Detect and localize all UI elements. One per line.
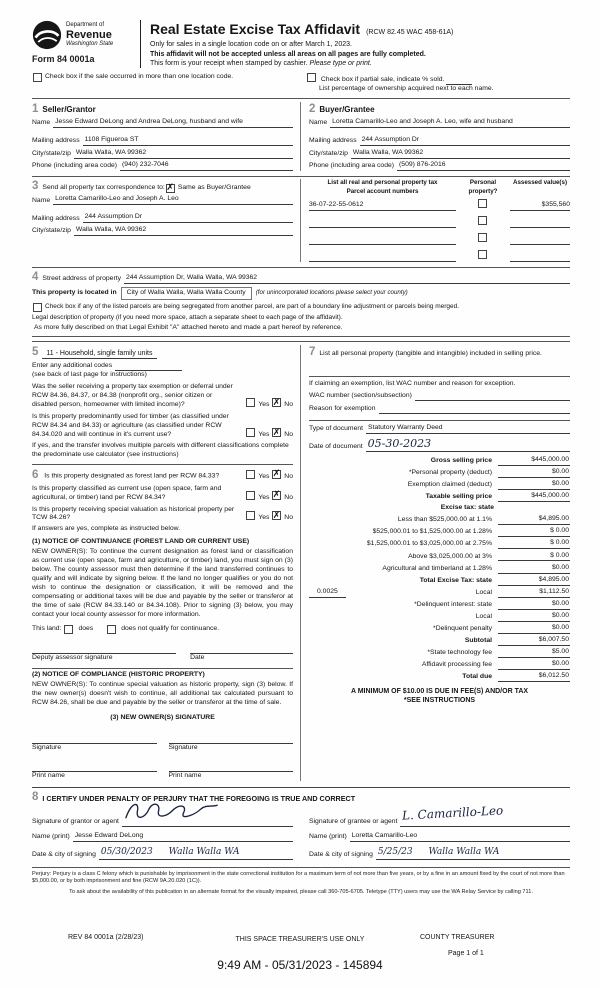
finance-value-agtimber[interactable]: $0.00 [498,564,570,574]
rcw-reference: (RCW 82.45 WAC 458-61A) [366,29,454,36]
certification-section [32,787,570,860]
finance-label-total-state: Total Excise Tax: state [419,576,492,584]
deputy-date-field[interactable] [190,644,293,654]
buyer-section [300,102,570,171]
forest-question-text: Is this property designated as forest land per RCW 84.33? [44,472,220,480]
timber-question [32,413,293,440]
section-2-number: 2 [309,103,316,116]
notice1-title: (1) NOTICE OF CONTINUANCE (FOREST LAND OR CURRENT USE) [32,538,250,546]
correspondence-intro: Send all property tax correspondence to: [42,183,165,191]
land-use-code[interactable]: 11 - Household, single family units [42,349,156,359]
new-owner-signature-label-1: Signature [32,743,62,751]
local-rate[interactable]: 0.0025 [309,588,346,598]
grantee-signature-field[interactable] [400,803,570,827]
assessed-value-1[interactable]: $355,560 [510,201,570,211]
multi-location-label: Check box if the sale occurred in more than one location code. [45,73,234,81]
percent-sold-field[interactable] [446,76,472,85]
new-owner-signature-label-2: Signature [168,743,198,751]
historic-question [32,506,293,524]
deputy-assessor-signature-field[interactable] [32,644,176,654]
buyer-csz-label: City/state/zip [309,149,348,157]
finance-label-processing-fee: Affidavit processing fee [421,661,492,669]
correspondence-name-label: Name [32,196,51,204]
current-use-question [32,485,293,503]
parcel-number-4[interactable] [309,253,456,262]
wac-number-field[interactable] [415,391,570,401]
scan-timestamp: 9:49 AM - 05/31/2023 - 145894 [217,958,383,972]
seller-mailing-label: Mailing address [32,137,80,145]
buyer-phone[interactable]: (509) 876-2016 [397,161,570,171]
dept-line-top: Department of [66,22,105,29]
finance-value-delinq-interest[interactable]: $0.00 [498,600,570,610]
grantor-certification [32,807,301,859]
partial-sale-label: Check box if partial sale, indicate % sold. [320,76,445,84]
deputy-signature-lines [32,644,293,654]
parcel-col-header-3: Assessed value(s) [513,179,567,187]
grantee-date-city-field[interactable] [376,847,570,860]
correspondence-mailing[interactable]: 244 Assumption Dr [83,213,293,223]
ownership-percentage-note: List percentage of ownership acquired next to each name. [319,85,494,93]
minimum-due-note: A MINIMUM OF $10.00 IS DUE IN FEE(S) AND/OR TAX [350,688,529,696]
buyer-mailing-address[interactable]: 244 Assumption Dr [360,136,570,146]
dept-line-bottom: Washington State [66,41,114,48]
historic-yes-checkbox[interactable] [246,511,255,520]
grantor-date-city-field[interactable] [99,847,293,860]
current-use-yes-checkbox[interactable] [246,491,255,500]
grantor-city-handwriting: Walla Walla WA [168,846,240,857]
located-note: (for unincorporated locations please select your county) [255,289,408,297]
exemption-reason-label: Reason for exemption [309,404,376,412]
grantor-signature [124,798,220,824]
wac-number-label: WAC number (section/subsection) [309,392,412,400]
document-type[interactable]: Statutory Warranty Deed [366,424,570,434]
finance-label-agtimber: Agricultural and timberland at 1.28% [382,564,492,572]
deputy-date-label: Date [190,654,205,662]
personal-property-checkbox-4[interactable] [478,250,487,259]
finance-label-taxable: Taxable selling price [425,493,492,501]
finance-value-tier4[interactable]: $ 0.00 [498,552,570,562]
header-note-3-text: This form is your receipt when stamped by cashier. [150,59,308,67]
property-location-select[interactable]: City of Walla Walla, Walla Walla County [121,287,252,300]
buyer-city-state-zip[interactable]: Walla Walla, WA 99362 [351,149,570,159]
finance-value-tech-fee[interactable]: $5.00 [498,648,570,658]
new-owner-print-label-1: Print name [32,771,65,779]
grantor-printed-name[interactable]: Jesse Edward DeLong [73,832,293,842]
legal-description[interactable]: As more fully described on that Legal Exhibit "A" attached hereto and made a part hereof by reference. [32,323,570,337]
finance-value-subtotal[interactable]: $6,007.50 [498,636,570,646]
current-use-no-label: No [284,493,293,501]
timber-no-checkbox[interactable] [272,428,281,437]
grantee-signature-label: Signature of grantee or agent [309,817,398,825]
forest-yes-label: Yes [258,472,270,480]
correspondence-parcel-row [32,176,570,266]
grantor-date-city-label: Date & city of signing [32,850,96,858]
correspondence-csz-label: City/state/zip [32,227,71,235]
correspondence-section [32,179,300,261]
new-owner-signature-title: (3) NEW OWNER(S) SIGNATURE [110,713,215,721]
seller-name-label: Name [32,119,51,127]
assessed-value-4[interactable] [510,253,570,262]
grantor-name-print-label: Name (print) [32,832,70,840]
seller-city-state-zip[interactable]: Walla Walla, WA 99362 [74,149,293,159]
does-not-label: does not qualify for continuance. [121,625,220,633]
additional-codes-note: (see back of last page for instructions) [32,371,147,379]
finance-label-tier4: Above $3,025,000.00 at 3% [408,552,492,560]
finance-value-processing-fee[interactable]: $0.00 [498,660,570,670]
seller-name[interactable]: Jesse Edward DeLong and Andrea DeLong, husband and wife [53,118,293,128]
section-3-number: 3 [32,180,39,193]
finance-label-delinq-local: Local [475,612,492,620]
new-owner-signature-field-1[interactable] [32,733,157,744]
grantee-printed-name[interactable]: Loretta Camarillo-Leo [350,832,570,842]
notice1-body: NEW OWNER(S): To continue the current designation as forest land or classification as current use (open space, farm and agriculture, or timber) land, you must sign on (3) below. The county assessor must then determine if the land transferred continues to qualify and will indicate by signing below. If the land no longer qualifies or you do not wish to continue the designation or classification, it will be removed and the compensating or additional taxes will be due and payable by the seller or transferor at the time of sale (RCW 84.33.140 or 84.34.108). Prior to signing (3) below, you may contact your local county assessor for more information. [32,548,293,619]
finance-value-total-state[interactable]: $4,895.00 [498,576,570,586]
finance-label-subtotal: Subtotal [464,636,492,644]
exemption-no-label: No [284,401,293,409]
page-indicator: Page 1 of 1 [448,950,484,957]
finance-value-tier1[interactable]: $4,895.00 [498,515,570,525]
legal-description-label: Legal description of property (if you need more space, attach a separate sheet to each page of the affidavit). [32,313,343,321]
multi-location-checkbox[interactable] [33,73,42,82]
grantor-signature-field[interactable] [122,810,293,827]
notice2-title: (2) NOTICE OF COMPLIANCE (HISTORIC PROPERTY) [32,671,205,679]
new-owner-print-label-2: Print name [168,771,202,779]
tax-column [300,345,570,781]
finance-value-exemption[interactable]: $0.00 [498,480,570,490]
land-intro: This land: [32,625,62,633]
notice2-body: NEW OWNER(S): To continue special valuation as historic property, sign (3) below. If the new owner(s) doesn't wish to continue, all additional tax calculated pursuant to RCW 84.26, shall be due and payable by the seller or transferor at the time of sale. [32,681,293,706]
top-checkbox-row [32,73,570,94]
personal-property-checkbox-3[interactable] [478,233,487,242]
forest-no-checkbox[interactable] [272,470,281,479]
correspondence-name[interactable]: Loretta Camarillo-Leo and Joseph A. Leo [53,195,293,205]
finance-value-gross[interactable]: $445,000.00 [498,456,570,466]
correspondence-csz[interactable]: Walla Walla, WA 99362 [74,226,293,236]
correspondence-mailing-label: Mailing address [32,214,80,222]
accessibility-note: To ask about the availability of this publication in an alternate format for the visually impaired, please call 360-705-6705. Teletype (TTY) users may use the WA Relay Service by calling 711. [69,888,533,895]
page-title: Real Estate Excise Tax Affidavit [150,21,361,37]
form-number: Form 84 0001a [32,54,95,64]
perjury-notice [32,867,570,896]
see-instructions-note: *SEE INSTRUCTIONS [403,697,476,705]
same-as-buyer-checkbox[interactable] [166,184,175,193]
finance-label-tier2: $525,000.01 to $1,525,000.00 at 1.28% [372,528,492,536]
forest-yes-checkbox[interactable] [246,470,255,479]
grantee-date-city-label: Date & city of signing [309,850,373,858]
footer-rev-number: REV 84 0001a (2/28/23) [68,934,144,941]
finance-label-total-due: Total due [462,673,492,681]
section-4-number: 4 [32,271,39,284]
new-owner-print-field-2[interactable] [169,761,294,772]
grantor-signature-label: Signature of grantor or agent [32,817,119,825]
header-note-1: Only for sales in a single location code on or after March 1, 2023. [150,41,352,49]
assessed-value-2[interactable] [510,219,570,228]
parcel-number-3[interactable] [309,236,456,245]
buyer-phone-label: Phone (including area code) [309,162,395,170]
street-address-label: Street address of property [42,274,121,282]
does-not-qualify-checkbox[interactable] [107,625,116,634]
historic-yes-label: Yes [258,514,270,522]
exemption-no-checkbox[interactable] [272,398,281,407]
personal-property-checkbox-1[interactable] [478,199,487,208]
finance-value-taxable[interactable]: $445,000.00 [498,492,570,502]
current-use-no-checkbox[interactable] [272,491,281,500]
notice2-block [32,668,293,708]
new-owner-print-field-1[interactable] [32,761,157,772]
buyer-section-title: Buyer/Grantee [319,105,375,115]
same-as-buyer-label: Same as Buyer/Grantee [177,183,251,191]
segregated-checkbox[interactable] [33,303,42,312]
finance-label-excise: Excise tax: state [440,504,494,512]
buyer-mailing-label: Mailing address [309,137,357,145]
seller-section-title: Seller/Grantor [42,105,96,115]
finance-label-personal: *Personal property (deduct) [408,469,492,477]
finance-label-tier1: Less than $525,000.00 at 1.1% [397,516,492,524]
land-use-column [32,345,300,781]
grantee-city-handwriting: Walla Walla WA [428,846,500,857]
header-note-3-italic: Please type or print. [309,59,372,67]
new-owner-signature-field-2[interactable] [169,733,294,744]
dept-of-revenue-logo [32,20,62,50]
if-yes-note: If answers are yes, complete as instructed below. [32,525,181,533]
current-use-question-text: Is this property classified as current use (open space, farm and agricultural, or timber) land per RCW 84.34? [32,484,222,501]
finance-value-local[interactable]: $1,112.50 [498,588,570,598]
section-5-number: 5 [32,346,39,359]
finance-label-local: Local [475,588,492,596]
perjury-text: Perjury: Perjury is a class C felony which is punishable by imprisonment in the state correctional institution for a maximum term of not more than five years, or by a fine in an amount fixed by the court of not more than $5,000.00, or by both imprisonment and fine (RCW 9A.20.020 (1C)). [32,870,565,885]
exemption-reason-field[interactable] [379,404,571,414]
predominate-use-note: If yes, and the transfer involves multiple parcels with different classifications complete the predominate use calculator (see instructions) [32,442,289,459]
parcel-number-2[interactable] [309,219,456,228]
section-7-number: 7 [309,346,316,359]
personal-property-checkbox-2[interactable] [478,216,487,225]
parcel-table [300,179,570,261]
forest-no-label: No [284,472,293,480]
finance-label-delinq-interest: *Delinquent interest: state [414,600,492,608]
finance-label-delinq-penalty: *Delinquent penalty [433,624,492,632]
parcel-col-header-2: Personal property? [468,179,498,195]
title-block [140,20,570,68]
timber-no-label: No [284,431,293,439]
grantee-certification [301,803,570,859]
finance-value-tier2[interactable]: $ 0.00 [498,527,570,537]
seller-section [32,102,300,171]
timber-yes-checkbox[interactable] [246,428,255,437]
property-location-section [32,267,570,342]
agency-block [32,20,140,68]
historic-no-label: No [284,514,293,522]
finance-label-tier3: $1,525,000.01 to $3,025,000.00 at 2.75% [366,540,492,548]
use-and-tax-section [32,341,570,781]
certify-statement: I CERTIFY UNDER PENALTY OF PERJURY THAT THE FOREGOING IS TRUE AND CORRECT [42,793,356,803]
timber-yes-label: Yes [258,431,270,439]
exemption-yes-label: Yes [258,401,270,409]
header-note-2: This affidavit will not be accepted unless all areas on all pages are fully completed. [150,50,426,58]
seller-phone[interactable]: (940) 232-7046 [120,161,293,171]
finance-value-delinq-local[interactable]: $0.00 [498,612,570,622]
grantee-signature: L. Camarillo-Leo [402,803,504,823]
historic-question-text: Is this property receiving special valuation as historical property per TCW 84.26? [32,505,235,522]
parcel-col-header-1: List all real and personal property tax [327,179,438,187]
section-1-number: 1 [32,103,39,116]
document-type-label: Type of document [309,424,364,432]
street-address[interactable]: 244 Assumption Dr, Walla Walla, WA 99362 [124,274,570,284]
current-use-yes-label: Yes [258,493,270,501]
personal-property-intro: List all personal property (tangible and intangible) included in selling price. [319,349,542,357]
historic-no-checkbox[interactable] [272,511,281,520]
designation-section [32,464,293,781]
partial-sale-checkbox[interactable] [307,73,316,82]
grantor-date-handwriting: 05/30/2023 [100,846,153,857]
document-date-label: Date of document [309,443,363,451]
treasurer-space-label: THIS SPACE TREASURER'S USE ONLY [235,936,365,943]
buyer-name-label: Name [309,119,328,127]
section-8-number: 8 [32,790,39,803]
segregated-label: Check box if any of the listed parcels are being segregated from another parcel, are part of a boundary line adjustment or parcels being merged. [45,302,460,310]
assessed-value-3[interactable] [510,236,570,245]
land-qualify-row [32,625,293,634]
form-header [32,20,570,68]
parcel-number-1[interactable]: 36-07-22-55-0612 [309,201,456,211]
seller-csz-label: City/state/zip [32,149,71,157]
deputy-assessor-label: Deputy assessor signature [32,654,113,662]
finance-value-total-due[interactable]: $6,012.50 [498,672,570,682]
parties-section [32,98,570,176]
grantee-name-print-label: Name (print) [309,832,347,840]
parcel-col-header-1b: Parcel account numbers [346,187,419,195]
seller-phone-label: Phone (including area code) [32,162,118,170]
dept-name: Revenue [66,28,112,41]
timber-question-text: Is this property predominantly used for timber (as classified under RCW 84.34 and 84.33) or agriculture (as classified under RCW 84.34.020 and will continue in it's current use? [32,413,229,439]
section-6-number: 6 [32,469,39,482]
seller-mailing-address[interactable]: 1108 Figueroa ST [83,136,293,146]
new-owner-signature-block [32,733,293,781]
additional-codes-label: Enter any additional codes [32,362,113,370]
finance-value-delinq-penalty[interactable]: $0.00 [498,624,570,634]
finance-label-exemption: Exemption claimed (deduct) [407,481,492,489]
exemption-question [32,383,293,410]
does-label: does [78,625,94,633]
buyer-name[interactable]: Loretta Camarillo-Leo and Joseph A. Leo, wife and husband [330,118,570,128]
exemption-intro: If claiming an exemption, list WAC number and reason for exception. [309,379,516,387]
exemption-yes-checkbox[interactable] [246,398,255,407]
located-label: This property is located in [32,288,117,296]
finance-label-gross: Gross selling price [430,457,492,465]
finance-label-tech-fee: *State technology fee [427,649,492,657]
finance-value-personal[interactable]: $0.00 [498,468,570,478]
document-date[interactable]: 05-30-2023 [366,437,570,453]
header-note-3 [150,59,570,68]
grantee-date-handwriting: 5/25/23 [377,846,413,857]
county-treasurer-label: COUNTY TREASURER [420,934,495,941]
forest-question [32,470,293,482]
exemption-question-text: Was the seller receiving a property tax exemption or deferral under RCW 84.36, 84.37, or 84.38 (nonprofit org., senior citizen or disabled person, homeowner with limited income)? [32,383,233,409]
finance-table [309,456,570,682]
finance-value-tier3[interactable]: $ 0.00 [498,539,570,549]
additional-codes-field[interactable] [115,361,182,371]
does-qualify-checkbox[interactable] [64,625,73,634]
